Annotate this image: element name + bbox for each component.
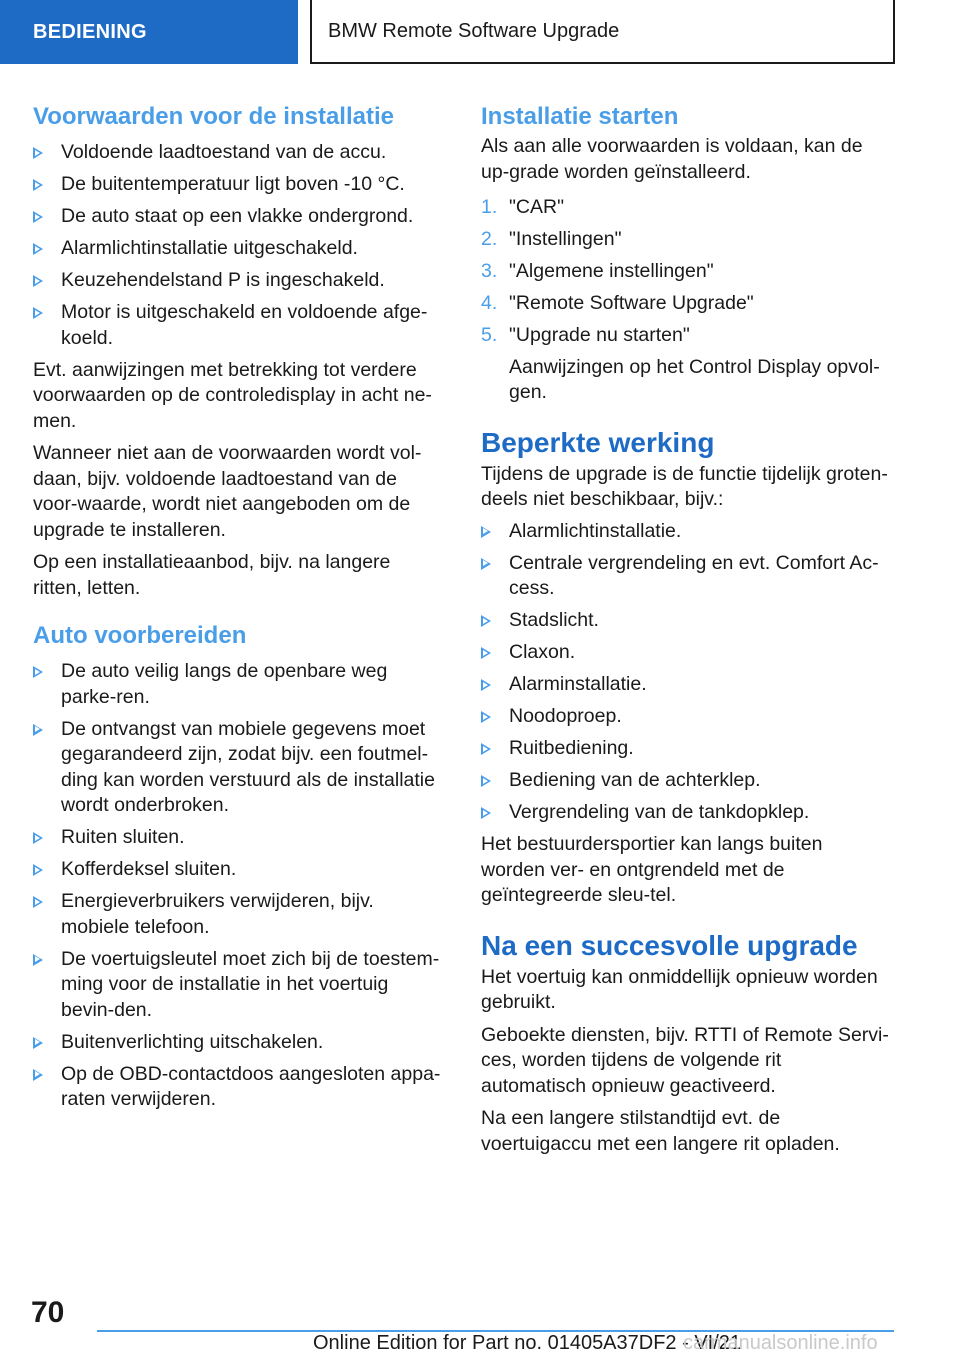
paragraph: Na een langere stilstandtijd evt. de voertuigaccu met een langere rit opladen. xyxy=(481,1107,840,1155)
step-item: 1. "CAR" xyxy=(481,196,565,218)
list-item: Ruiten sluiten. xyxy=(33,825,443,851)
list-item: De auto staat op een vlakke ondergrond. xyxy=(33,204,443,230)
step-note: Aanwijzingen op het Control Display opvol-gen. xyxy=(509,355,880,403)
paragraph: Geboekte diensten, bijv. RTTI of Remote Servi-ces, worden tijdens de volgende rit automatisch opnieuw geactiveerd. xyxy=(481,1023,889,1097)
list-item: Keuzehendelstand P is ingeschakeld. xyxy=(33,268,443,294)
steps-list xyxy=(481,195,891,349)
paragraph: Wanneer niet aan de voorwaarden wordt vol-daan, bijv. voldoende laadtoestand van de voor-waarde, wordt niet aangeboden om de upgrade te installeren. xyxy=(33,442,422,541)
triangle-bullet-icon xyxy=(33,1037,43,1049)
list-item: De ontvangst van mobiele gegevens moet gegarandeerd zijn, zodat bijv. een foutmel-ding kan worden verstuurd als de installatie wordt onderbroken. xyxy=(33,717,443,819)
watermark: carmanualsonline.info xyxy=(683,1332,878,1354)
page-number: 70 xyxy=(31,1296,65,1329)
list-item: Motor is uitgeschakeld en voldoende afge-koeld. xyxy=(33,300,443,351)
triangle-bullet-icon xyxy=(33,243,43,255)
triangle-bullet-icon xyxy=(33,179,43,191)
list-item: Centrale vergrendeling en evt. Comfort Ac-cess. xyxy=(481,551,891,602)
list-item: Voldoende laadtoestand van de accu. xyxy=(33,140,443,166)
list-item: Buitenverlichting uitschakelen. xyxy=(33,1030,443,1056)
paragraph: Het voertuig kan onmiddellijk opnieuw worden gebruikt. xyxy=(481,965,878,1013)
triangle-bullet-icon xyxy=(33,832,43,844)
step-item: 2. "Instellingen" xyxy=(481,228,622,250)
triangle-bullet-icon xyxy=(33,896,43,908)
section-tab: BEDIENING xyxy=(0,0,298,64)
list-item: Alarmlichtinstallatie uitgeschakeld. xyxy=(33,236,443,262)
list-item: Claxon. xyxy=(481,640,891,666)
list-item: Stadslicht. xyxy=(481,608,891,634)
triangle-bullet-icon xyxy=(33,211,43,223)
triangle-bullet-icon xyxy=(481,807,491,819)
triangle-bullet-icon xyxy=(481,647,491,659)
list-item: Noodoproep. xyxy=(481,704,891,730)
prepare-list xyxy=(33,659,443,1113)
triangle-bullet-icon xyxy=(33,724,43,736)
step-item: 4. "Remote Software Upgrade" xyxy=(481,292,754,314)
list-item: Alarminstallatie. xyxy=(481,672,891,698)
triangle-bullet-icon xyxy=(481,558,491,570)
left-column xyxy=(33,100,443,1119)
heading-start-installation: Installatie starten xyxy=(481,103,679,130)
right-column xyxy=(481,100,891,1157)
triangle-bullet-icon xyxy=(481,526,491,538)
list-item: De voertuigsleutel moet zich bij de toestem-ming voor de installatie in het voertuig bevin-den. xyxy=(33,947,443,1024)
triangle-bullet-icon xyxy=(481,615,491,627)
paragraph: Op een installatieaanbod, bijv. na langere ritten, letten. xyxy=(33,551,391,599)
heading-after-upgrade: Na een succesvolle upgrade xyxy=(481,929,858,961)
limited-list xyxy=(481,519,891,826)
paragraph: Het bestuurdersportier kan langs buiten worden ver- en ontgrendeld met de geïntegreerde sleu-tel. xyxy=(481,833,823,906)
list-item: Bediening van de achterklep. xyxy=(481,768,891,794)
list-item: Energieverbruikers verwijderen, bijv. mobiele telefoon. xyxy=(33,889,443,940)
heading-prepare-car: Auto voorbereiden xyxy=(33,622,247,649)
triangle-bullet-icon xyxy=(33,666,43,678)
heading-limited-function: Beperkte werking xyxy=(481,426,715,458)
triangle-bullet-icon xyxy=(481,711,491,723)
list-item: Vergrendeling van de tankdopklep. xyxy=(481,800,891,826)
triangle-bullet-icon xyxy=(481,775,491,787)
prerequisites-list xyxy=(33,140,443,351)
edition-note: Online Edition for Part no. 01405A37DF2 - VI/21 xyxy=(313,1332,742,1354)
list-item: Alarmlichtinstallatie. xyxy=(481,519,891,545)
triangle-bullet-icon xyxy=(481,743,491,755)
list-item: De buitentemperatuur ligt boven -10 °C. xyxy=(33,172,443,198)
triangle-bullet-icon xyxy=(481,679,491,691)
chapter-title: BMW Remote Software Upgrade xyxy=(310,0,895,64)
paragraph: Tijdens de upgrade is de functie tijdelijk groten-deels niet beschikbaar, bijv.: xyxy=(481,462,888,510)
heading-prerequisites: Voorwaarden voor de installatie xyxy=(33,103,394,130)
list-item: Kofferdeksel sluiten. xyxy=(33,857,443,883)
triangle-bullet-icon xyxy=(33,864,43,876)
list-item: Ruitbediening. xyxy=(481,736,891,762)
triangle-bullet-icon xyxy=(33,307,43,319)
list-item: Op de OBD-contactdoos aangesloten appa-raten verwijderen. xyxy=(33,1062,443,1113)
triangle-bullet-icon xyxy=(33,275,43,287)
paragraph: Evt. aanwijzingen met betrekking tot verdere voorwaarden op de controledisplay in acht ne-men. xyxy=(33,358,432,432)
triangle-bullet-icon xyxy=(33,1069,43,1081)
list-item: De auto veilig langs de openbare weg parke-ren. xyxy=(33,659,443,710)
triangle-bullet-icon xyxy=(33,954,43,966)
step-item: 5. "Upgrade nu starten" xyxy=(481,324,690,346)
triangle-bullet-icon xyxy=(33,147,43,159)
step-item: 3. "Algemene instellingen" xyxy=(481,260,714,282)
paragraph: Als aan alle voorwaarden is voldaan, kan de up-grade worden geïnstalleerd. xyxy=(481,135,863,183)
